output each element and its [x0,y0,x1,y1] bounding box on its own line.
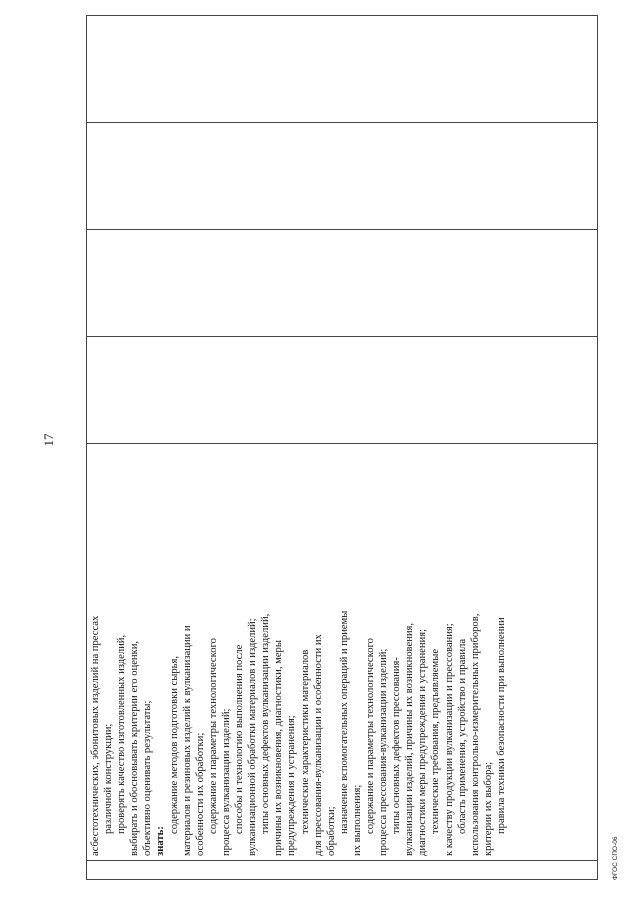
table-cell-empty-1 [87,337,598,444]
text-line: различной конструкции; [103,723,115,834]
text-line: критерии их выбора; [482,761,494,856]
text-line: процесса вулканизации изделий; [220,708,232,856]
text-line: технические требования, предъявляемые [430,648,442,834]
text-line: вулканизации изделий, причины их возникновения, [404,622,416,856]
text-line: способы и технологию выполнения после [234,644,246,834]
text-line: назначение вспомогательных операций и приемы [338,610,350,834]
text-line: содержание и параметры технологического [207,638,219,834]
text-line: особенности их обработки; [194,732,206,856]
table-cell-index [87,861,598,880]
table-cell-empty-2 [87,230,598,337]
text-line: для прессования-вулканизации и особенности их [312,634,324,856]
text-line: асбестотехнических, эбонитовых изделий на прессах [90,615,101,856]
text-line: использования контрольно-измерительных приборов, [469,613,481,856]
text-line: причины их возникновения, диагностики, меры [273,640,285,856]
requirements-text [89,448,508,856]
text-line: диагностики меры предупреждения и устранения; [417,628,429,856]
text-line: содержание и параметры технологического [364,638,376,834]
text-line: предупреждения и устранения; [286,715,298,856]
page-number: 17 [41,433,56,447]
text-line: их выполнения; [351,784,363,856]
text-line: знать: [155,826,167,856]
text-line: процесса прессования-вулканизации изделий; [378,648,390,856]
text-line: вулканизационной обработки материалов и изделий; [247,618,259,856]
text-line: технические характеристики материалов [299,649,311,834]
text-line: к качеству продукции вулканизации и прессования; [443,623,455,856]
text-line: область применения, устройство и правила [456,638,468,834]
text-line: типы основных дефектов вулканизации изделий, [260,613,272,834]
text-line: материалов и резиновых изделий к вулканизации и [181,625,193,856]
text-line: объективно оценивать результаты; [142,700,154,856]
table-cell-empty-3 [87,123,598,230]
text-line: правила техники безопасности при выполнении [495,617,507,834]
text-line: проверять качество изготовленных изделий, [116,634,128,834]
document-code: ФГОС СПО-06 [612,836,619,880]
requirements-table [86,15,598,880]
table-cell-requirements [87,444,598,861]
text-line: обработки; [325,806,337,856]
text-line: типы основных дефектов прессования- [391,657,403,834]
table-cell-empty-4 [87,16,598,123]
text-line: выбирать и обосновывать критерии его оценки, [129,640,141,856]
text-line: содержание методов подготовки сырья, [168,655,180,834]
